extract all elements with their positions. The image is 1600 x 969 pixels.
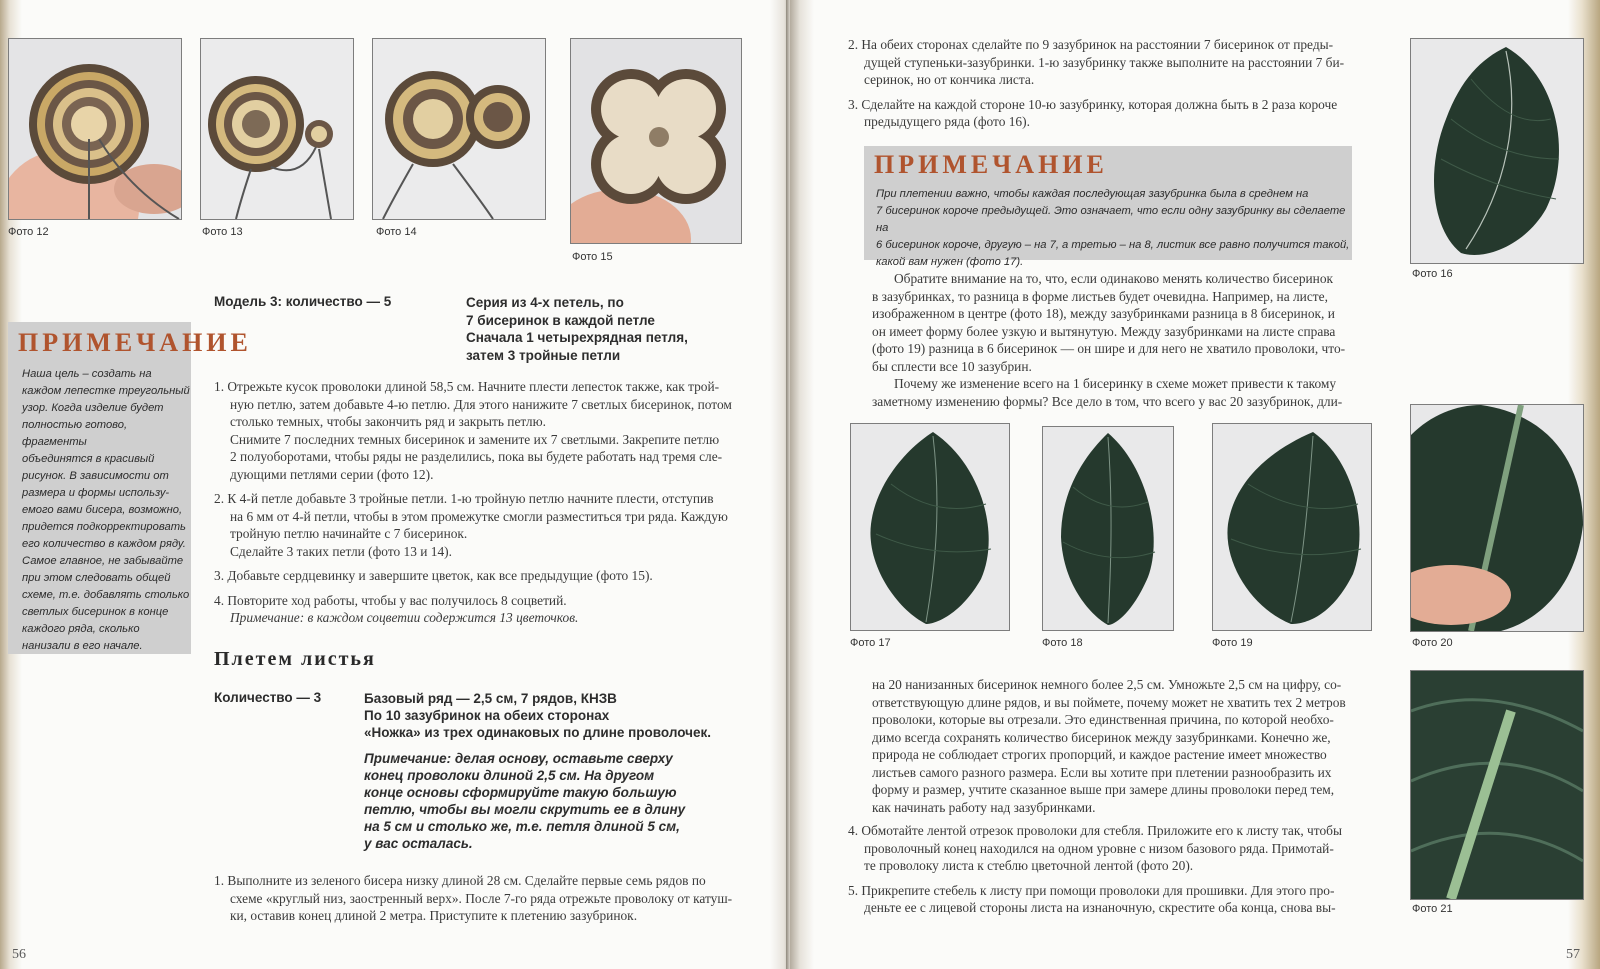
paragraph-line: природа не соблюдает строгих пропорций, и каждое растение имеет множество (872, 747, 1327, 762)
note-line: его количество в каждом ряду. (22, 538, 186, 550)
note-line: При плетении важно, чтобы каждая последующая зазубринка была в среднем на (876, 188, 1309, 200)
leaves-note-line: Примечание: делая основу, оставьте сверху (364, 751, 673, 766)
step-line: дующими петлями серии (фото 12). (230, 466, 434, 482)
note-line: 6 бисеринок короче, другую – на 7, а третью – на 8, листик все равно получится такой, (876, 239, 1350, 251)
section-heading: Плетем листья (214, 648, 376, 670)
paragraph-line: он имеет форму более узкую и вытянутую. Между зазубринками на листе справа (872, 323, 1336, 339)
note-text (876, 186, 1352, 271)
note-line: размера и формы использу- (22, 487, 170, 499)
step-leaf-1 (214, 872, 759, 925)
paragraph-line: изображенном в центре (фото 18), между зазубринками разница в 8 бисеринок, и (872, 306, 1335, 321)
steps-right-bottom (848, 822, 1396, 917)
leaves-note-line: на 5 см и столько же, т.е. петля длиной 5 см, (364, 819, 680, 834)
caption-photo-21: Фото 21 (1412, 903, 1453, 915)
step-2 (214, 490, 754, 560)
note-line: каждом лепестке треугольный (22, 385, 190, 397)
paragraph-line: ответствующую длине рядов, и вы поймете, почему может не хватить тех 2 метров (872, 694, 1346, 710)
note-line: схеме, т.е. добавлять столько (22, 589, 190, 601)
step-line: на 6 мм от 4-й петли, чтобы в этом промежутке смогли разместиться три ряда. Каждую (230, 508, 728, 524)
paragraph-line: заметному изменению формы? Все дело в том, что всего у вас 20 зазубринок, дли- (872, 393, 1343, 409)
step-line: ную петлю, затем добавьте 4-ю петлю. Для этого нанижите 7 светлых бисеринок, потом (230, 396, 732, 412)
step-line: 1. Отрежьте кусок проволоки длиной 58,5 см. Начните плести лепесток также, как трой- (214, 379, 720, 394)
model-spec-line: Серия из 4-х петель, по (466, 295, 624, 310)
photo-15 (570, 38, 742, 244)
step-line: деньте ее с лицевой стороны листа на изнаночную, скрестите оба конца, снова вы- (864, 900, 1336, 915)
caption-photo-19: Фото 19 (1212, 637, 1253, 649)
model-spec-line: 7 бисеринок в каждой петле (466, 312, 655, 328)
caption-photo-15: Фото 15 (572, 251, 613, 263)
note-line: придется подкорректировать (22, 521, 186, 533)
photo-14 (372, 38, 546, 220)
note-line: при этом следовать общей (22, 572, 171, 584)
paragraph-line: листьев самого разного размера. Если вы хотите при плетении разнообразить их (872, 764, 1332, 780)
note-line: Наша цель – создать на (22, 368, 152, 380)
note-line: рисунок. В зависимости от (22, 470, 169, 482)
caption-photo-17: Фото 17 (850, 637, 891, 649)
caption-photo-12: Фото 12 (8, 226, 49, 238)
paragraph-line: на 20 нанизанных бисеринок немного более 2,5 см. Умножьте 2,5 см на цифру, со- (872, 677, 1342, 692)
step-line: 3. Сделайте на каждой стороне 10-ю зазубринку, которая должна быть в 2 раза короче (848, 96, 1338, 112)
paragraph-line: проволоки, которые вы отрезали. Это единственная причина, по которой необхо- (872, 712, 1334, 727)
step-line: ки, оставив конец длиной 2 метра. Приступите к плетению зазубринок. (230, 908, 638, 923)
note-line: Самое главное, не забывайте (22, 555, 184, 567)
right-page (790, 0, 1600, 969)
paragraph-line: в зазубринках, то разница в форме листьев будет очевидна. Например, на листе, (872, 288, 1328, 304)
paragraph-line: Обратите внимание на то, что, если одинаково менять количество бисеринок (894, 271, 1334, 286)
photo-17 (850, 423, 1010, 631)
note-title: ПРИМЕЧАНИЕ (874, 150, 1108, 179)
photo-13 (200, 38, 354, 220)
paragraph-line: Почему же изменение всего на 1 бисеринку в схеме может привести к такому (894, 376, 1337, 391)
note-line: узор. Когда изделие будет (22, 402, 164, 414)
left-page (0, 0, 790, 969)
leaves-spec-line: По 10 зазубринок на обеих сторонах (364, 708, 610, 723)
photo-21 (1410, 670, 1584, 900)
paragraph-line: димо всегда сохранять количество бисеринок между зазубринками. Конечно же, (872, 729, 1331, 745)
step-line: 3. Добавьте сердцевинку и завершите цветок, как все предыдущие (фото 15). (214, 568, 653, 583)
model-spec (466, 294, 688, 364)
paragraph-line: форму и размер, учтите сказанное выше при замере длины проволоки перед тем, (872, 782, 1335, 797)
step-line: 2. На обеих сторонах сделайте по 9 зазубринок на расстоянии 7 бисеринок от преды- (848, 37, 1334, 52)
step-4 (214, 592, 754, 627)
caption-photo-14: Фото 14 (376, 226, 417, 238)
step-line: столько темных, чтобы закончить ряд и закрыть петлю. (230, 414, 546, 429)
leaves-note-line: конец проволоки длиной 2,5 см. На другом (364, 768, 655, 783)
caption-photo-18: Фото 18 (1042, 637, 1083, 649)
paragraph-line: бы сплести все 10 зазубрин. (872, 358, 1032, 374)
note-title: ПРИМЕЧАНИЕ (18, 328, 252, 357)
leaves-note-line: конце основы сформируйте такую большую (364, 785, 677, 800)
step-line: 4. Обмотайте лентой отрезок проволоки для стебля. Приложите его к листу так, чтобы (848, 823, 1342, 838)
photo-20 (1410, 404, 1584, 632)
steps-right-top (848, 36, 1378, 131)
photo-18 (1042, 426, 1174, 631)
model-spec-line: затем 3 тройные петли (466, 347, 621, 363)
page-number-left: 56 (12, 947, 26, 962)
leaves-spec (364, 690, 711, 852)
leaves-spec-line: Базовый ряд — 2,5 см, 7 рядов, КНЗВ (364, 691, 617, 706)
note-box-left (8, 322, 252, 654)
steps-left (214, 378, 754, 627)
step-3 (214, 567, 754, 585)
leaves-count-label: Количество — 3 (214, 690, 322, 705)
step-line: тройную петлю начинайте с 7 бисеринок. (230, 526, 468, 541)
caption-photo-16: Фото 16 (1412, 268, 1453, 280)
caption-photo-13: Фото 13 (202, 226, 243, 238)
note-line: светлых бисеринок в конце (22, 606, 169, 618)
paragraph-1 (872, 270, 1392, 410)
note-text (22, 366, 191, 655)
leaves-spec-line: «Ножка» из трех одинаковых по длине проволочек. (364, 725, 711, 740)
step-line: серинок, но от кончика листа. (864, 72, 1035, 87)
page-number-right: 57 (1566, 947, 1580, 962)
step-line: дущей ступеньки-зазубринки. 1-ю зазубринку также выполните на расстоянии 7 би- (864, 54, 1345, 70)
note-line: нанизали в его начале. (22, 640, 143, 652)
photo-12 (8, 38, 182, 220)
photo-16 (1410, 38, 1584, 264)
caption-photo-20: Фото 20 (1412, 637, 1453, 649)
note-line: объединятся в красивый (22, 453, 155, 465)
step-line: 1. Выполните из зеленого бисера низку длиной 28 см. Сделайте первые семь рядов по (214, 873, 706, 888)
leaves-note-line: петлю, чтобы вы могли скрутить ее в длину (364, 802, 686, 817)
step-line: проволочный конец находился на одном уровне с низом базового ряда. Примотай- (864, 840, 1334, 856)
step-line: 2. К 4-й петле добавьте 3 тройные петли. 1-ю тройную петлю начните плести, отступив (214, 491, 714, 506)
note-line: 7 бисеринок короче предыдущей. Это означает, что если одну зазубринку вы сделаете на (876, 205, 1346, 234)
note-line: каждого ряда, сколько (22, 623, 140, 635)
note-line: какой вам нужен (фото 17). (876, 256, 1024, 268)
step-line: 4. Повторите ход работы, чтобы у вас получилось 8 соцветий. (214, 592, 567, 608)
photo-19 (1212, 423, 1372, 631)
step-line: 5. Прикрепите стебель к листу при помощи проволоки для прошивки. Для этого про- (848, 882, 1335, 898)
step-line: 2 полуоборотами, чтобы ряды не разделились, пока вы будете работать над тремя сле- (230, 449, 723, 464)
note-box-right (864, 146, 1352, 268)
paragraph-3 (872, 676, 1392, 816)
paragraph-line: как начинать работу над зазубринками. (872, 799, 1096, 815)
step-line: те проволоку листа к стеблю цветочной лентой (фото 20). (864, 858, 1194, 873)
step-note: Примечание: в каждом соцветии содержится 13 цветочков. (230, 610, 579, 625)
model-label: Модель 3: количество — 5 (214, 294, 392, 309)
leaves-note-line: у вас осталась. (364, 836, 473, 851)
leaves-note (364, 750, 711, 852)
note-line: емого вами бисера, возможно, (22, 504, 183, 516)
step-line: предыдущего ряда (фото 16). (864, 114, 1030, 129)
step-line: Сделайте 3 таких петли (фото 13 и 14). (230, 543, 452, 559)
model-spec-line: Сначала 1 четырехрядная петля, (466, 330, 688, 345)
step-line: Снимите 7 последних темных бисеринок и замените их 7 светлыми. Закрепите петлю (230, 431, 720, 447)
step-line: схеме «круглый низ, заостренный верх». После 7-го ряда отрежьте проволоку от катуш- (230, 890, 733, 906)
step-1 (214, 378, 754, 483)
note-line: полностью готово, фрагменты (22, 419, 128, 448)
paragraph-line: (фото 19) разница в 6 бисеринок — он шире и для него не хватило проволоки, что- (872, 341, 1346, 356)
